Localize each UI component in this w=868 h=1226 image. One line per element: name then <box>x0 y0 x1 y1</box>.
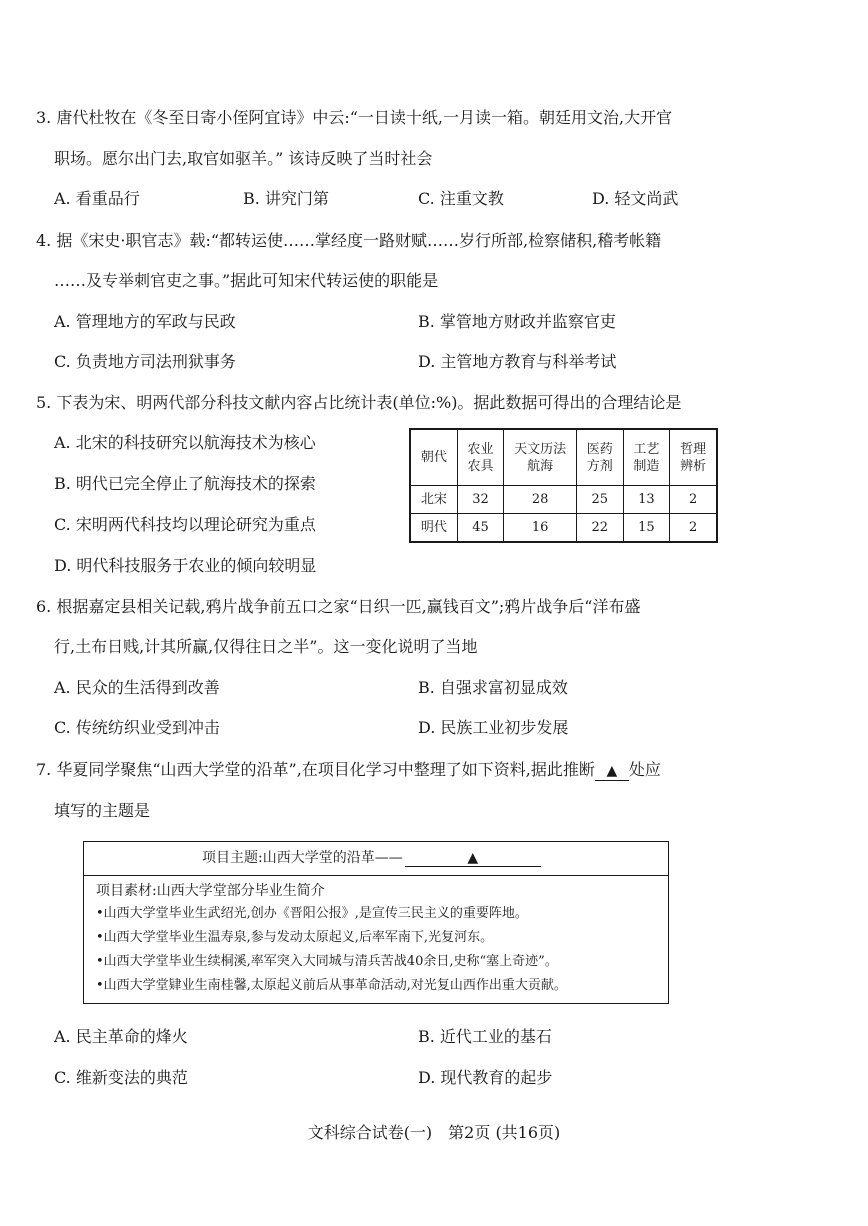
q6-option-a[interactable]: A. 民众的生活得到改善 <box>54 678 220 697</box>
table-cell: 北宋 <box>410 486 457 514</box>
q3-stem-line2: 职场。愿尔出门去,取官如驱羊。” 该诗反映了当时社会 <box>54 149 433 168</box>
box-title <box>202 842 541 875</box>
q7-option-d[interactable]: D. 现代教育的起步 <box>418 1068 553 1087</box>
q6-option-c[interactable]: C. 传统纺织业受到冲击 <box>54 718 220 737</box>
table-cell: 13 <box>623 486 670 514</box>
q5-stem: 5. 下表为宋、明两代部分科技文献内容占比统计表(单位:%)。据此数据可得出的合理结论是 <box>36 393 682 412</box>
header-text: 哲理 辨析 <box>680 441 707 474</box>
q7-stem-line1 <box>36 759 661 781</box>
q5-option-b[interactable]: B. 明代已完全停止了航海技术的探索 <box>54 474 316 493</box>
header-text: 工艺 制造 <box>633 441 660 474</box>
header-text: 天文历法 航海 <box>514 441 567 474</box>
q5-option-c[interactable]: C. 宋明两代科技均以理论研究为重点 <box>54 515 316 534</box>
box-subtitle: 项目素材:山西大学堂部分毕业生简介 <box>96 883 325 899</box>
q3-option-b[interactable]: B. 讲究门第 <box>243 189 329 208</box>
q5-option-a[interactable]: A. 北宋的科技研究以航海技术为核心 <box>54 433 316 452</box>
q7-stem-text-a: 7. 华夏同学聚焦“山西大学堂的沿革”,在项目化学习中整理了如下资料,据此推断 <box>36 760 595 779</box>
q6-stem-line1: 6. 根据嘉定县相关记载,鸦片战争前五口之家“日织一匹,赢钱百文”;鸦片战争后“洋布盛 <box>36 597 641 616</box>
q4-option-c[interactable]: C. 负责地方司法刑狱事务 <box>54 352 236 371</box>
page-footer: 文科综合试卷(一) 第2页 (共16页) <box>307 1123 561 1142</box>
table-cell: 2 <box>670 514 717 543</box>
table-cell: 32 <box>457 486 504 514</box>
q7-material-box <box>83 841 669 1004</box>
box-list-item: •山西大学堂毕业生续桐溪,率军突入大同城与清兵苦战40余日,史称“塞上奇迹”。 <box>96 954 558 969</box>
table-header-row <box>410 429 717 486</box>
table-cell: 15 <box>623 514 670 543</box>
box-list-item: •山西大学堂毕业生武绍光,创办《晋阳公报》,是宣传三民主义的重要阵地。 <box>96 906 528 921</box>
table-cell: 28 <box>504 486 576 514</box>
table-cell: 明代 <box>410 514 457 543</box>
table-row <box>410 514 717 543</box>
q4-option-b[interactable]: B. 掌管地方财政并监察官吏 <box>418 312 616 331</box>
table-cell: 2 <box>670 486 717 514</box>
table-cell: 45 <box>457 514 504 543</box>
q6-option-b[interactable]: B. 自强求富初显成效 <box>418 678 568 697</box>
table-header-cell: 朝代 <box>410 429 457 486</box>
box-header <box>84 842 668 876</box>
q3-stem-line1: 3. 唐代杜牧在《冬至日寄小侄阿宜诗》中云:“一日读十纸,一月读一箱。朝廷用文治,大开官 <box>36 108 673 127</box>
q3-option-d[interactable]: D. 轻文尚武 <box>592 189 679 208</box>
header-text: 农业 农具 <box>467 441 494 474</box>
box-list-item: •山西大学堂肄业生南桂馨,太原起义前后从事革命活动,对光复山西作出重大贡献。 <box>96 978 567 993</box>
table-header-cell <box>576 429 623 486</box>
table-cell: 25 <box>576 486 623 514</box>
q6-option-d[interactable]: D. 民族工业初步发展 <box>418 718 569 737</box>
q4-option-d[interactable]: D. 主管地方教育与科举考试 <box>418 352 617 371</box>
box-title-text: 项目主题:山西大学堂的沿革—— <box>202 850 403 866</box>
q7-option-b[interactable]: B. 近代工业的基石 <box>418 1027 552 1046</box>
q7-stem-line2: 填写的主题是 <box>54 801 151 820</box>
q4-stem-line1: 4. 据《宋史·职官志》载:“都转运使……掌经度一路财赋……岁行所部,检察储积,稽考帐籍 <box>36 231 662 250</box>
q5-option-d[interactable]: D. 明代科技服务于农业的倾向较明显 <box>54 556 317 575</box>
q4-stem-line2: ……及专举刺官吏之事。”据此可知宋代转运使的职能是 <box>54 271 439 290</box>
table-cell: 16 <box>504 514 576 543</box>
table-header-cell <box>457 429 504 486</box>
box-title-blank: ▲ <box>405 850 541 867</box>
q3-option-c[interactable]: C. 注重文教 <box>418 189 504 208</box>
q7-option-c[interactable]: C. 维新变法的典范 <box>54 1068 188 1087</box>
table-row <box>410 486 717 514</box>
q3-option-a[interactable]: A. 看重品行 <box>54 189 140 208</box>
table-header-cell <box>504 429 576 486</box>
header-text: 医药 方剂 <box>586 441 613 474</box>
table-header-cell <box>670 429 717 486</box>
q7-option-a[interactable]: A. 民主革命的烽火 <box>54 1027 188 1046</box>
table-header-cell <box>623 429 670 486</box>
q6-stem-line2: 行,土布日贱,计其所赢,仅得往日之半”。这一变化说明了当地 <box>54 637 478 656</box>
q7-answer-blank: ▲ <box>595 762 629 781</box>
box-list-item: •山西大学堂毕业生温寿泉,参与发动太原起义,后率军南下,光复河东。 <box>96 930 494 945</box>
q7-stem-text-b: 处应 <box>628 760 661 779</box>
table-cell: 22 <box>576 514 623 543</box>
q5-stats-table <box>409 428 718 543</box>
q4-option-a[interactable]: A. 管理地方的军政与民政 <box>54 312 236 331</box>
